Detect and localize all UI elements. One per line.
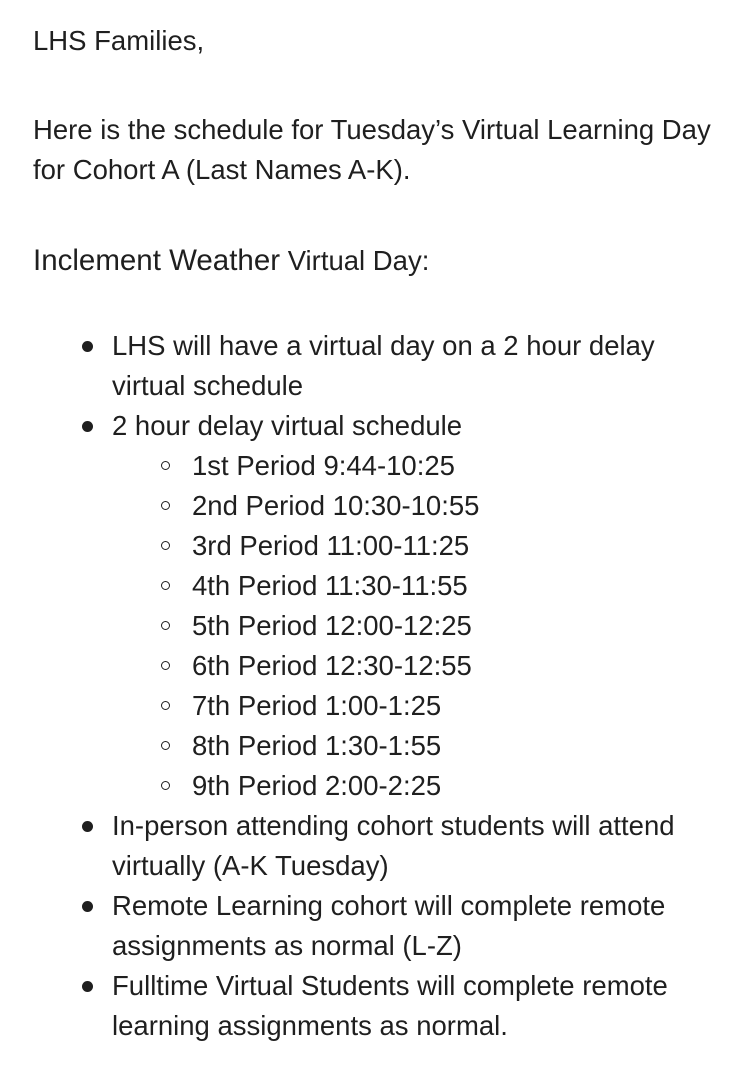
list-item-text: Remote Learning cohort will complete remote assignments as normal (L-Z): [112, 890, 666, 961]
list-item: [0, 326, 748, 406]
period-item: [112, 646, 728, 686]
list-item-text: LHS will have a virtual day on a 2 hour delay virtual schedule: [112, 330, 655, 401]
period-item: [112, 686, 728, 726]
period-item: [112, 766, 728, 806]
intro-paragraph: Here is the schedule for Tuesday’s Virtual Learning Day for Cohort A (Last Names A-K).: [33, 114, 711, 185]
period-item: [112, 566, 728, 606]
list-item: [0, 966, 748, 1046]
list-item: [0, 406, 748, 806]
bullet-icon: [82, 901, 93, 912]
circle-bullet-icon: [161, 461, 170, 470]
list-item-text: 2 hour delay virtual schedule: [112, 410, 463, 441]
period-item: [112, 526, 728, 566]
circle-bullet-icon: [161, 541, 170, 550]
period-text: 4th Period 11:30-11:55: [192, 570, 468, 601]
bullet-icon: [82, 821, 93, 832]
bullet-icon: [82, 421, 93, 432]
period-text: 2nd Period 10:30-10:55: [192, 490, 480, 521]
list-item-text: Fulltime Virtual Students will complete remote learning assignments as normal.: [112, 970, 668, 1041]
circle-bullet-icon: [161, 781, 170, 790]
period-text: 7th Period 1:00-1:25: [192, 690, 442, 721]
bullet-icon: [82, 341, 93, 352]
period-item: [112, 606, 728, 646]
circle-bullet-icon: [161, 621, 170, 630]
section-heading-emphasis: Inclement Weather: [33, 244, 281, 277]
bullet-list: [0, 326, 748, 1046]
period-text: 1st Period 9:44-10:25: [192, 450, 455, 481]
list-item: [0, 806, 748, 886]
greeting: LHS Families,: [33, 25, 205, 56]
circle-bullet-icon: [161, 661, 170, 670]
period-schedule-list: [112, 446, 728, 806]
list-item: [0, 886, 748, 966]
bullet-icon: [82, 981, 93, 992]
period-item: [112, 726, 728, 766]
circle-bullet-icon: [161, 701, 170, 710]
circle-bullet-icon: [161, 501, 170, 510]
period-text: 6th Period 12:30-12:55: [192, 650, 472, 681]
section-heading: [33, 241, 429, 281]
period-text: 9th Period 2:00-2:25: [192, 770, 442, 801]
section-heading-rest: Virtual Day:: [280, 245, 430, 276]
period-text: 3rd Period 11:00-11:25: [192, 530, 470, 561]
period-item: [112, 486, 728, 526]
circle-bullet-icon: [161, 741, 170, 750]
list-item-text: In-person attending cohort students will attend virtually (A-K Tuesday): [112, 810, 675, 881]
circle-bullet-icon: [161, 581, 170, 590]
period-text: 5th Period 12:00-12:25: [192, 610, 472, 641]
period-item: [112, 446, 728, 486]
period-text: 8th Period 1:30-1:55: [192, 730, 442, 761]
